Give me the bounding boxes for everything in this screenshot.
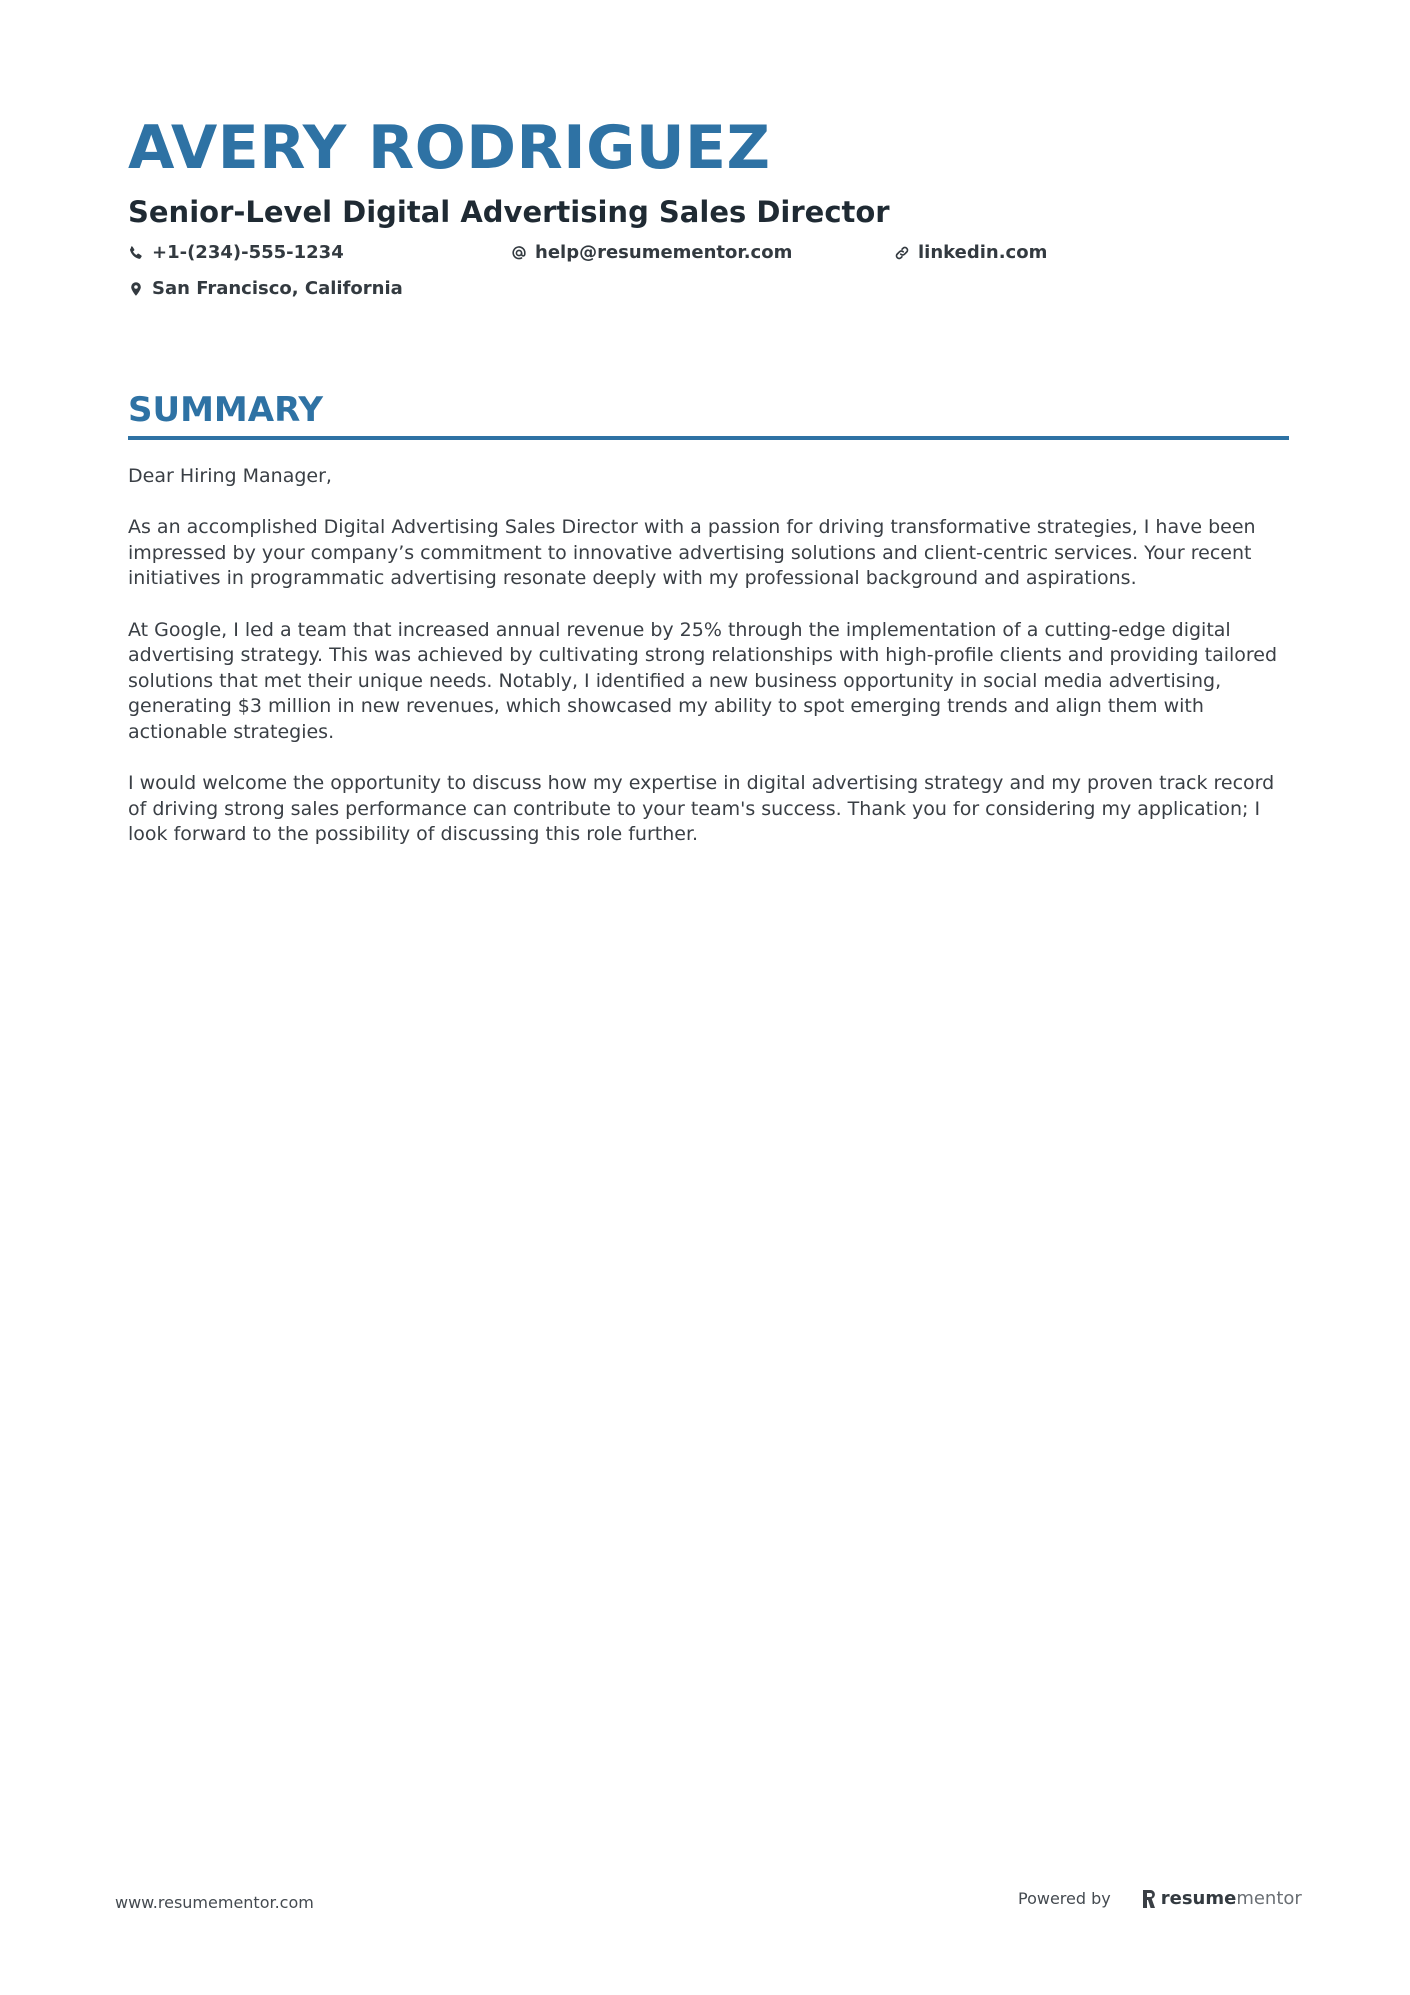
salutation: Dear Hiring Manager, — [128, 465, 332, 487]
email-text: help@resumementor.com — [535, 242, 793, 263]
candidate-name: AVERY RODRIGUEZ — [128, 113, 771, 183]
contact-info — [128, 242, 1288, 314]
powered-by-label: Powered by — [1018, 1889, 1111, 1908]
resume-header — [128, 108, 1288, 314]
letter-paragraph: As an accomplished Digital Advertising Sales Director with a passion for driving transformative strategies, I have been impressed by your company’s commitment to innovative advertising solutions and client-centric services. Your recent initiatives in programmatic advertising resonate deeply with my professional background and aspirations. — [128, 516, 1256, 590]
contact-phone[interactable] — [128, 242, 344, 263]
website-text: linkedin.com — [918, 242, 1048, 263]
section-divider — [128, 436, 1289, 440]
brand-text-mentor: mentor — [1236, 1888, 1302, 1909]
contact-location — [128, 278, 403, 299]
resumementor-logo-icon — [1141, 1889, 1157, 1909]
location-text: San Francisco, California — [152, 278, 403, 299]
phone-text: +1-(234)-555-1234 — [152, 242, 344, 263]
at-sign-icon — [511, 245, 527, 261]
map-pin-icon — [128, 281, 144, 297]
section-heading: SUMMARY — [128, 390, 324, 430]
job-title: Senior-Level Digital Advertising Sales Director — [128, 195, 890, 229]
contact-website[interactable] — [894, 242, 1047, 263]
contact-email[interactable] — [511, 242, 792, 263]
letter-paragraph: At Google, I led a team that increased annual revenue by 25% through the implementation of a cutting-edge digital advertising strategy. This was achieved by cultivating strong relationships with high-profile clients and providing tailored solutions that met their unique needs. Notably, I identified a new business opportunity in social media advertising, generating $3 million in new revenues, which showcased my ability to spot emerging trends and align them with actionable strategies. — [128, 618, 1278, 743]
brand-text-resume: resume — [1160, 1888, 1237, 1909]
link-icon — [894, 245, 910, 261]
summary-section — [128, 388, 1289, 874]
footer-website-link[interactable]: www.resumementor.com — [115, 1893, 314, 1912]
cover-letter-body — [128, 464, 1289, 848]
footer-branding — [1018, 1888, 1302, 1909]
brand-logo[interactable] — [1141, 1888, 1302, 1909]
letter-paragraph: I would welcome the opportunity to discuss how my expertise in digital advertising strategy and my proven track record of driving strong sales performance can contribute to your team's success. Thank you for considering my application; I look forward to the possibility of discussing this role further. — [128, 772, 1275, 846]
phone-icon — [128, 245, 144, 261]
